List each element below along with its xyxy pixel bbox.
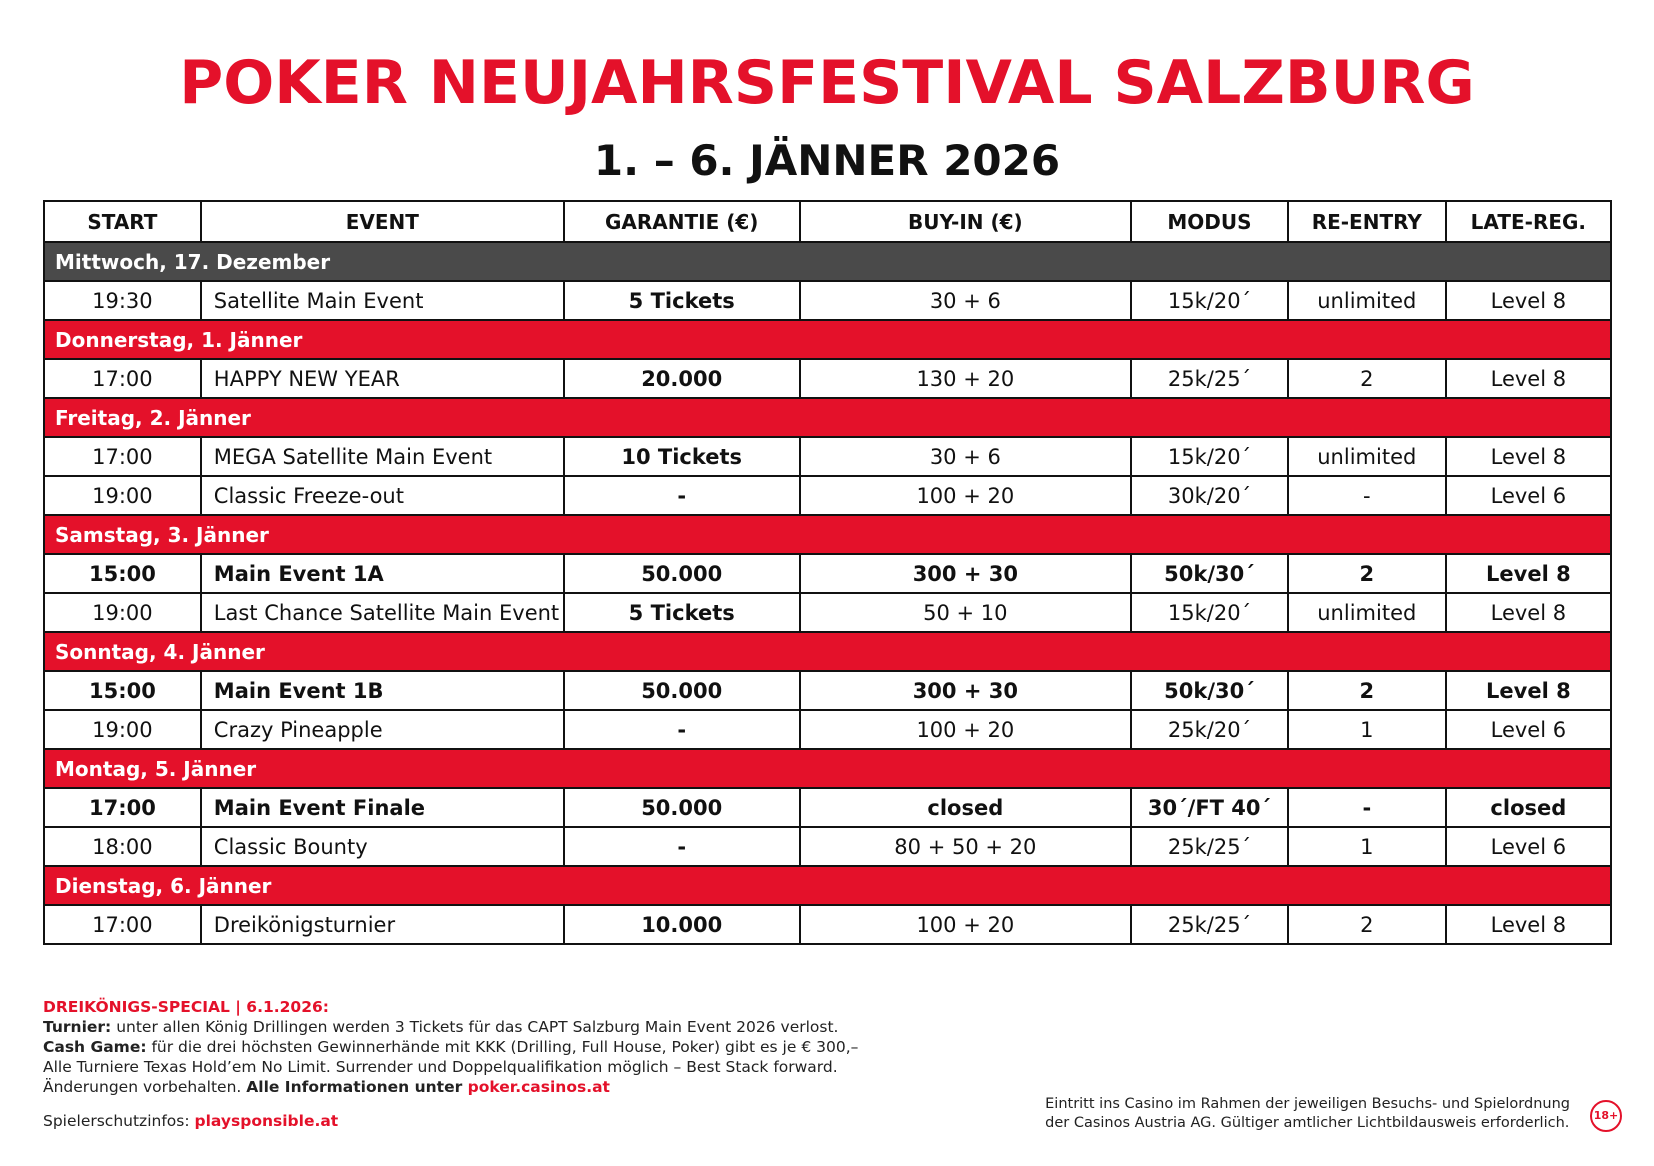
cell-reentry: 1 xyxy=(1288,710,1446,749)
cell-start: 19:00 xyxy=(44,710,201,749)
cell-start: 15:00 xyxy=(44,671,201,710)
turnier-label: Turnier: xyxy=(43,1018,112,1036)
cell-reentry: 2 xyxy=(1288,905,1446,944)
day-label: Montag, 5. Jänner xyxy=(44,749,1611,788)
cash-text: für die drei höchsten Gewinnerhände mit KKK (Drilling, Full House, Poker) gibt es je € 300,– xyxy=(146,1038,859,1056)
cell-event: Last Chance Satellite Main Event xyxy=(201,593,564,632)
cell-latereg: Level 6 xyxy=(1446,710,1611,749)
special-heading: DREIKÖNIGS-SPECIAL | 6.1.2026: xyxy=(43,998,329,1016)
column-header-event: EVENT xyxy=(201,201,564,242)
cell-start: 19:00 xyxy=(44,593,201,632)
cell-start: 15:00 xyxy=(44,554,201,593)
day-header-row xyxy=(44,398,1611,437)
cell-reentry: 2 xyxy=(1288,671,1446,710)
cell-garantie: 50.000 xyxy=(564,788,800,827)
cell-reentry: 2 xyxy=(1288,359,1446,398)
table-row xyxy=(44,554,1611,593)
entry-notice xyxy=(1045,1095,1570,1133)
table-row xyxy=(44,437,1611,476)
table-row xyxy=(44,788,1611,827)
cell-buyin: 30 + 6 xyxy=(800,437,1132,476)
cell-reentry: 2 xyxy=(1288,554,1446,593)
cell-garantie: 50.000 xyxy=(564,671,800,710)
day-label: Mittwoch, 17. Dezember xyxy=(44,242,1611,281)
cell-start: 17:00 xyxy=(44,905,201,944)
day-header-row xyxy=(44,242,1611,281)
cell-modus: 25k/20´ xyxy=(1131,710,1288,749)
cell-event: Main Event Finale xyxy=(201,788,564,827)
cell-start: 18:00 xyxy=(44,827,201,866)
page-title: POKER NEUJAHRSFESTIVAL SALZBURG xyxy=(179,48,1475,118)
rules-note: Alle Turniere Texas Hold’em No Limit. Surrender und Doppelqualifikation möglich – Best Stack forward. xyxy=(43,1058,838,1076)
cell-event: MEGA Satellite Main Event xyxy=(201,437,564,476)
cell-start: 19:30 xyxy=(44,281,201,320)
cell-latereg: Level 8 xyxy=(1446,359,1611,398)
entry-notice-line1: Eintritt ins Casino im Rahmen der jeweiligen Besuchs- und Spielordnung xyxy=(1045,1096,1570,1112)
cell-buyin: 30 + 6 xyxy=(800,281,1132,320)
schedule-table xyxy=(43,200,1612,945)
cell-reentry: unlimited xyxy=(1288,593,1446,632)
cell-modus: 50k/30´ xyxy=(1131,554,1288,593)
cell-reentry: unlimited xyxy=(1288,281,1446,320)
cell-garantie: 5 Tickets xyxy=(564,281,800,320)
cell-start: 17:00 xyxy=(44,359,201,398)
cell-latereg: closed xyxy=(1446,788,1611,827)
cell-garantie: 20.000 xyxy=(564,359,800,398)
column-header-latereg: LATE-REG. xyxy=(1446,201,1611,242)
cell-buyin: closed xyxy=(800,788,1132,827)
day-header-row xyxy=(44,866,1611,905)
cell-event: Satellite Main Event xyxy=(201,281,564,320)
column-header-reentry: RE-ENTRY xyxy=(1288,201,1446,242)
cell-garantie: - xyxy=(564,710,800,749)
cell-latereg: Level 8 xyxy=(1446,437,1611,476)
playsponsible-link[interactable]: playsponsible.at xyxy=(194,1112,339,1130)
player-protection-note xyxy=(43,1112,338,1130)
cell-event: Main Event 1B xyxy=(201,671,564,710)
changes-text: Änderungen vorbehalten. xyxy=(43,1078,247,1096)
cell-garantie: 50.000 xyxy=(564,554,800,593)
day-header-row xyxy=(44,515,1611,554)
schedule-body xyxy=(44,242,1611,944)
cell-event: Classic Bounty xyxy=(201,827,564,866)
cell-buyin: 300 + 30 xyxy=(800,554,1132,593)
day-label: Donnerstag, 1. Jänner xyxy=(44,320,1611,359)
cell-buyin: 100 + 20 xyxy=(800,476,1132,515)
cell-garantie: - xyxy=(564,476,800,515)
cell-latereg: Level 8 xyxy=(1446,593,1611,632)
cell-garantie: - xyxy=(564,827,800,866)
column-header-start: START xyxy=(44,201,201,242)
day-header-row xyxy=(44,632,1611,671)
table-row xyxy=(44,593,1611,632)
cell-modus: 30´/FT 40´ xyxy=(1131,788,1288,827)
cell-latereg: Level 8 xyxy=(1446,281,1611,320)
day-header-row xyxy=(44,320,1611,359)
cell-latereg: Level 8 xyxy=(1446,554,1611,593)
spieler-label: Spielerschutzinfos: xyxy=(43,1112,195,1130)
cell-modus: 25k/25´ xyxy=(1131,359,1288,398)
footer-notes xyxy=(43,997,858,1097)
cell-modus: 25k/25´ xyxy=(1131,905,1288,944)
cell-latereg: Level 8 xyxy=(1446,671,1611,710)
cell-garantie: 5 Tickets xyxy=(564,593,800,632)
cell-buyin: 50 + 10 xyxy=(800,593,1132,632)
turnier-note xyxy=(43,1017,858,1037)
cell-event: Dreikönigsturnier xyxy=(201,905,564,944)
day-label: Sonntag, 4. Jänner xyxy=(44,632,1611,671)
cell-reentry: unlimited xyxy=(1288,437,1446,476)
cell-buyin: 300 + 30 xyxy=(800,671,1132,710)
turnier-text: unter allen König Drillingen werden 3 Tickets für das CAPT Salzburg Main Event 2026 verlost. xyxy=(111,1018,839,1036)
table-row xyxy=(44,905,1611,944)
cell-latereg: Level 6 xyxy=(1446,476,1611,515)
cell-event: HAPPY NEW YEAR xyxy=(201,359,564,398)
cell-event: Crazy Pineapple xyxy=(201,710,564,749)
cell-event: Main Event 1A xyxy=(201,554,564,593)
cell-reentry: 1 xyxy=(1288,827,1446,866)
table-row xyxy=(44,710,1611,749)
cell-event: Classic Freeze-out xyxy=(201,476,564,515)
cash-label: Cash Game: xyxy=(43,1038,147,1056)
cell-buyin: 100 + 20 xyxy=(800,710,1132,749)
cell-modus: 30k/20´ xyxy=(1131,476,1288,515)
table-row xyxy=(44,827,1611,866)
table-row xyxy=(44,359,1611,398)
page-subtitle: 1. – 6. JÄNNER 2026 xyxy=(593,136,1061,185)
entry-notice-line2: der Casinos Austria AG. Gültiger amtlicher Lichtbildausweis erforderlich. xyxy=(1045,1115,1570,1131)
cell-reentry: - xyxy=(1288,788,1446,827)
column-header-garantie: GARANTIE (€) xyxy=(564,201,800,242)
cell-start: 19:00 xyxy=(44,476,201,515)
cell-buyin: 80 + 50 + 20 xyxy=(800,827,1132,866)
cell-start: 17:00 xyxy=(44,788,201,827)
cell-garantie: 10 Tickets xyxy=(564,437,800,476)
cell-modus: 15k/20´ xyxy=(1131,437,1288,476)
cash-game-note xyxy=(43,1037,858,1057)
day-label: Samstag, 3. Jänner xyxy=(44,515,1611,554)
table-header-row xyxy=(44,201,1611,242)
day-label: Dienstag, 6. Jänner xyxy=(44,866,1611,905)
cell-garantie: 10.000 xyxy=(564,905,800,944)
cell-reentry: - xyxy=(1288,476,1446,515)
info-link[interactable]: poker.casinos.at xyxy=(467,1078,610,1096)
table-row xyxy=(44,476,1611,515)
cell-buyin: 100 + 20 xyxy=(800,905,1132,944)
cell-latereg: Level 6 xyxy=(1446,827,1611,866)
column-header-buyin: BUY-IN (€) xyxy=(800,201,1132,242)
cell-latereg: Level 8 xyxy=(1446,905,1611,944)
cell-start: 17:00 xyxy=(44,437,201,476)
info-label: Alle Informationen unter xyxy=(246,1078,468,1096)
cell-buyin: 130 + 20 xyxy=(800,359,1132,398)
table-row xyxy=(44,281,1611,320)
day-header-row xyxy=(44,749,1611,788)
day-label: Freitag, 2. Jänner xyxy=(44,398,1611,437)
age-restriction-badge: 18+ xyxy=(1590,1100,1622,1132)
column-header-modus: MODUS xyxy=(1131,201,1288,242)
cell-modus: 15k/20´ xyxy=(1131,281,1288,320)
cell-modus: 25k/25´ xyxy=(1131,827,1288,866)
changes-note xyxy=(43,1077,858,1097)
table-row xyxy=(44,671,1611,710)
cell-modus: 15k/20´ xyxy=(1131,593,1288,632)
cell-modus: 50k/30´ xyxy=(1131,671,1288,710)
